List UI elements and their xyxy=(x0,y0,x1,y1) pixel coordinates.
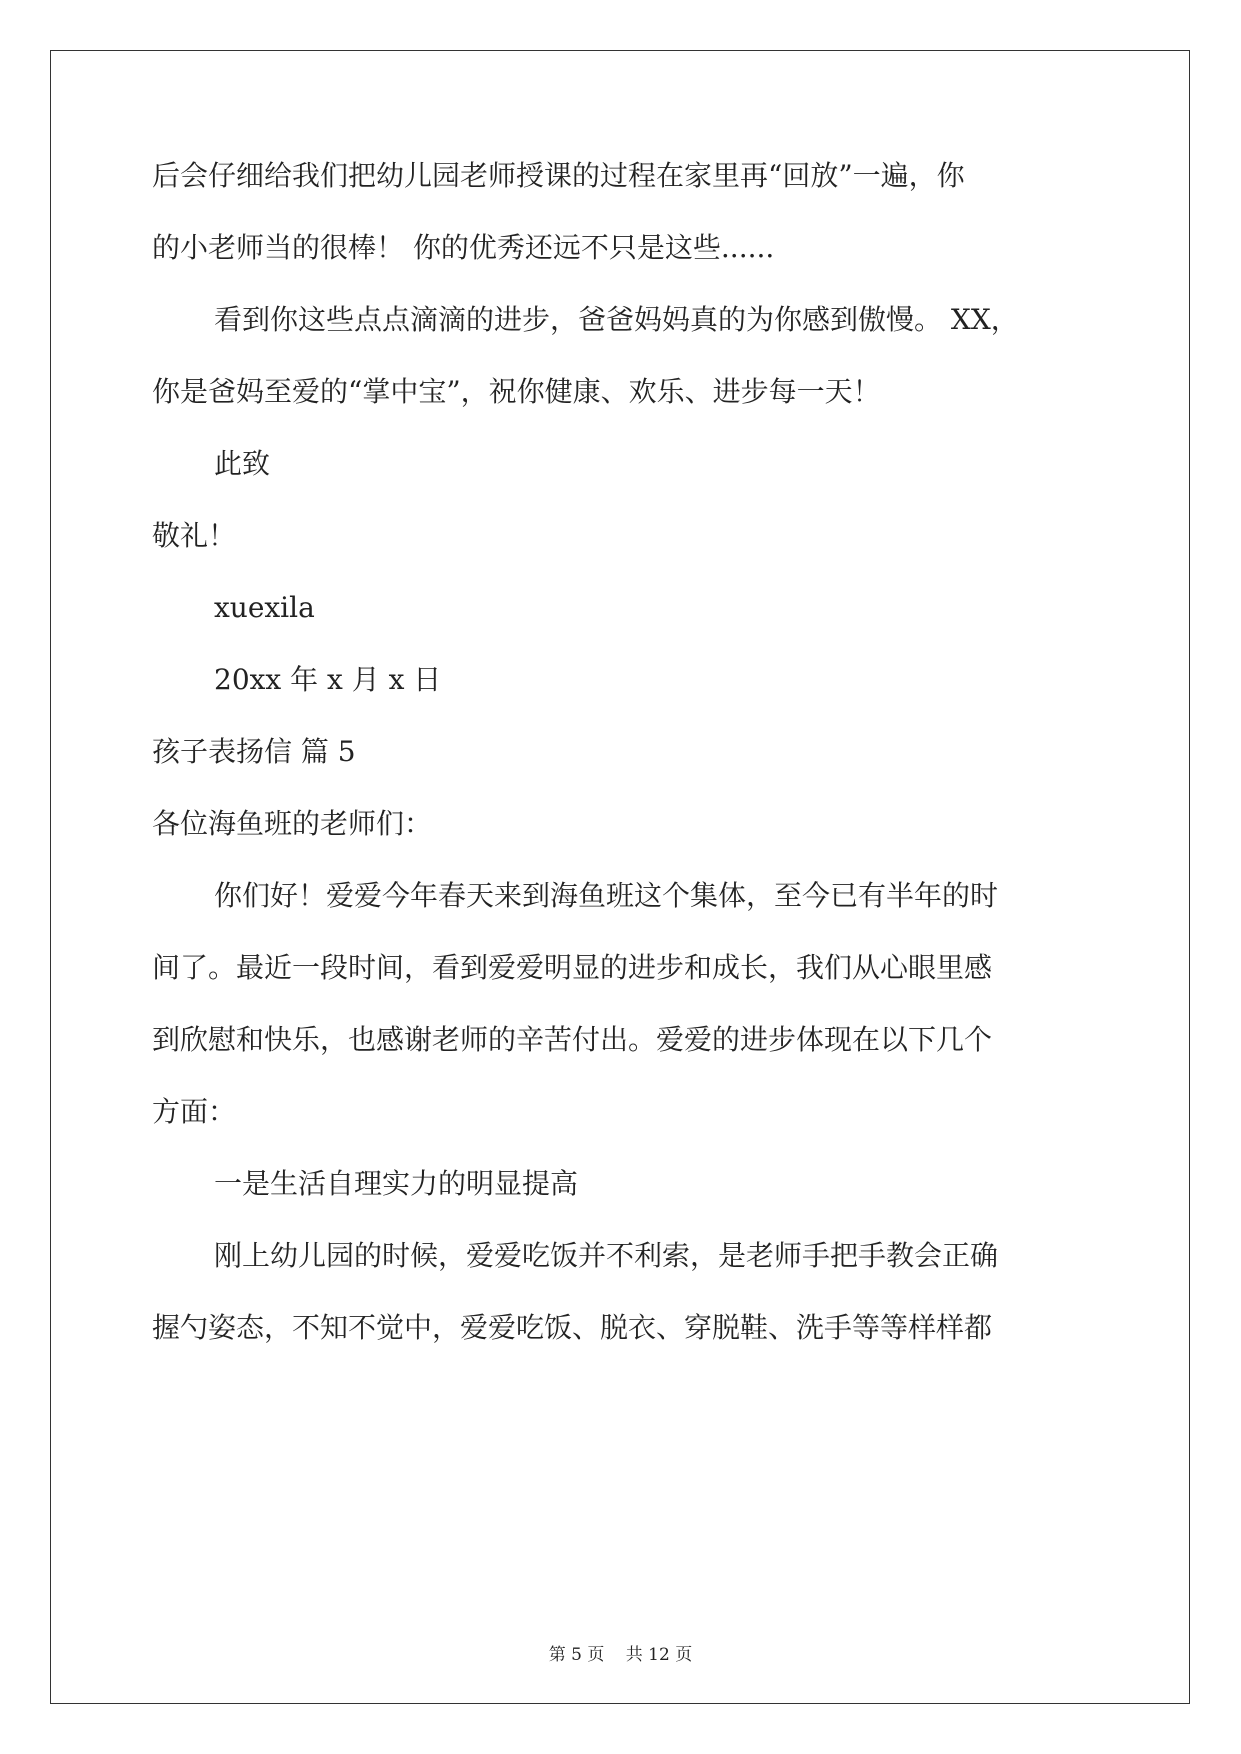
subheading: 一是生活自理实力的明显提高 xyxy=(214,1167,579,1200)
text-line: 你是爸妈至爱的“掌中宝”，祝你健康、欢乐、进步每一天！ xyxy=(152,375,881,408)
text-line: 握勺姿态，不知不觉中，爱爱吃饭、脱衣、穿脱鞋、洗手等等样样都 xyxy=(152,1311,993,1344)
date: 20xx 年 x 月 x 日 xyxy=(214,663,442,696)
closing-phrase: 此致 xyxy=(214,447,271,480)
salutation: 敬礼！ xyxy=(152,519,237,552)
text-line: 刚上幼儿园的时候，爱爱吃饭并不利索，是老师手把手教会正确 xyxy=(214,1239,999,1272)
section-heading: 孩子表扬信 篇 5 xyxy=(152,735,356,768)
text-line: 方面： xyxy=(152,1095,237,1128)
text-line: 的小老师当的很棒！ 你的优秀还远不只是这些...... xyxy=(152,231,775,264)
signature: xuexila xyxy=(214,591,315,624)
greeting: 各位海鱼班的老师们： xyxy=(152,807,433,840)
page-total: 共 12 页 xyxy=(625,1645,693,1665)
page-footer xyxy=(0,1640,1241,1665)
text-line: 后会仔细给我们把幼儿园老师授课的过程在家里再“回放”一遍，你 xyxy=(152,159,965,192)
text-line: 间了。最近一段时间，看到爱爱明显的进步和成长，我们从心眼里感 xyxy=(152,951,993,984)
page-number: 第 5 页 xyxy=(548,1645,605,1665)
text-line: 你们好！爱爱今年春天来到海鱼班这个集体，至今已有半年的时 xyxy=(214,879,999,912)
text-line: 看到你这些点点滴滴的进步，爸爸妈妈真的为你感到傲慢。 XX， xyxy=(214,303,1019,336)
text-line: 到欣慰和快乐，也感谢老师的辛苦付出。爱爱的进步体现在以下几个 xyxy=(152,1023,993,1056)
